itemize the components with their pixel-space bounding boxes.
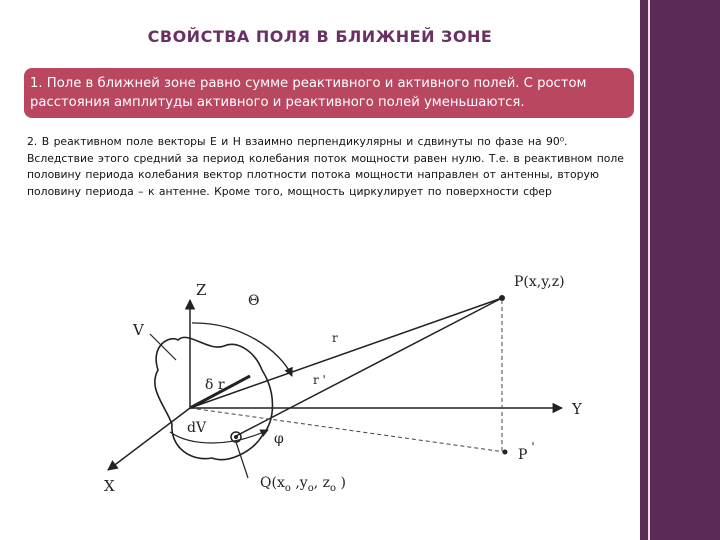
v-pointer [150,334,176,360]
phi-arc [170,430,268,443]
label-x: X [104,477,115,495]
label-dv: dV [187,420,207,436]
label-y: Y [572,400,582,418]
label-p-prime: P ' [518,440,535,463]
x-axis [108,408,190,470]
label-z: Z [196,281,207,299]
point-q-inner [234,435,238,439]
label-q: $Q(x_o$ $,y_o$, $z_o$ ) [260,475,346,494]
q-pointer [236,442,248,478]
slide-title: СВОЙСТВА ПОЛЯ В БЛИЖНЕЙ ЗОНЕ [147,27,493,46]
label-r-prime: r ' [313,373,326,387]
label-delta-r: δ r [205,377,225,393]
point-p-prime [503,450,508,455]
vector-r [190,298,502,408]
label-p: P(x,y,z) [514,274,565,290]
label-v: V [133,321,144,339]
label-r: r [332,331,338,345]
paragraph-power-flow: Вследствие этого средний за период колебания поток мощности равен нулю. Т.е. в реактивном поле половину периода колебания вектор плотности потока мощности направлен от антенны, вторую половину периода – к антенне. Кроме того, мощность циркулирует по поверхности сфер [27,151,624,198]
decorative-band-line [648,0,650,540]
label-theta: Θ [248,293,260,309]
theta-arc [192,323,292,376]
callout-text: 1. Поле в ближней зоне равно сумме реактивного и активного полей. С ростом расстояния амплитуды активного и реактивного полей уменьшаются. [30,76,587,110]
vector-r-prime [236,298,502,436]
paragraph-reactive-field: 2. В реактивном поле векторы Е и Н взаимно перпендикулярны и сдвинуты по фазе на 90⁰. [27,135,568,148]
decorative-side-band [640,0,720,540]
label-phi: φ [274,431,284,447]
